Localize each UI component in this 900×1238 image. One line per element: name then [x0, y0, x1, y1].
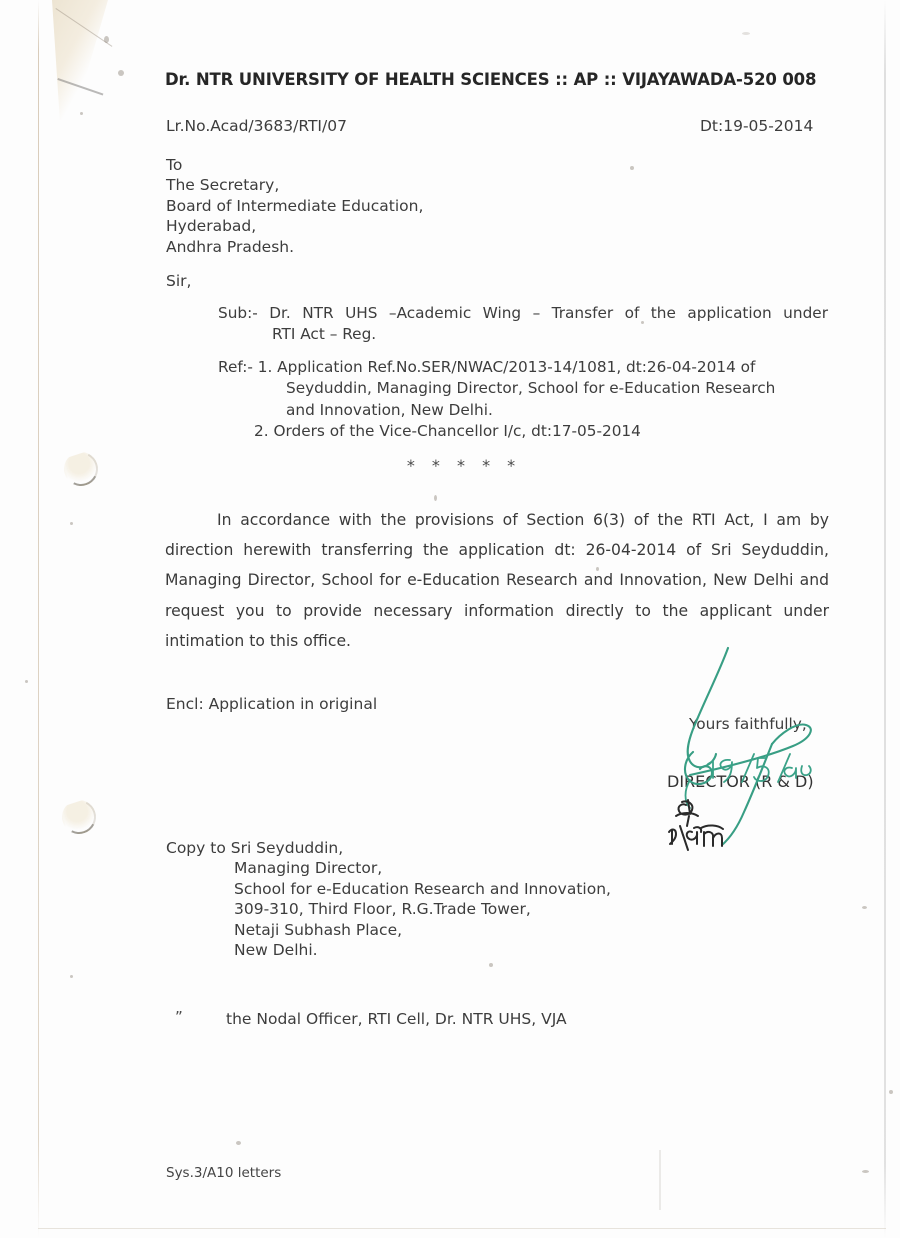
- copy-to-line: School for e-Education Research and Innovation,: [234, 879, 611, 898]
- addressee-block: [166, 155, 423, 257]
- scan-speck: [25, 680, 28, 683]
- page-edge-right: [884, 0, 886, 1238]
- copy-to-line: Netaji Subhash Place,: [234, 920, 403, 939]
- page-edge-bottom: [38, 1228, 886, 1229]
- body-paragraph: In accordance with the provisions of Section 6(3) of the RTI Act, I am by direction herewith transferring the application dt: 26-04-2014 of Sri Seyduddin, Managing Director, School for e-Education Research and Innovation, New Delhi and request you to provide necessary information directly to the applicant under intimation to this office.: [165, 511, 829, 650]
- scan-speck: [489, 963, 493, 967]
- reference-item-1-line-3: and Innovation, New Delhi.: [286, 400, 493, 419]
- subject-line-2: RTI Act – Reg.: [272, 325, 377, 343]
- signatory-designation: DIRECTOR (R & D): [667, 772, 814, 791]
- scan-speck: [104, 36, 109, 43]
- scan-speck: [70, 975, 73, 978]
- salutation: Sir,: [166, 272, 192, 290]
- addressee-line: Andhra Pradesh.: [166, 237, 295, 256]
- addressee-line: Board of Intermediate Education,: [166, 196, 424, 215]
- reference-item-1-line-1: Ref:- 1. Application Ref.No.SER/NWAC/2013-14/1081, dt:26-04-2014 of: [218, 358, 756, 376]
- scan-speck: [742, 32, 750, 35]
- scan-speck: [659, 1150, 661, 1210]
- scan-speck: [118, 70, 124, 76]
- closing-salutation: Yours faithfully,: [689, 715, 807, 733]
- scan-speck: [70, 522, 73, 525]
- scan-speck: [862, 906, 867, 909]
- copy-to-line: New Delhi.: [234, 941, 318, 960]
- reference-number: Lr.No.Acad/3683/RTI/07: [166, 117, 347, 135]
- copy-to-line: Managing Director,: [234, 859, 383, 878]
- scan-speck: [630, 166, 634, 170]
- copy-to-nodal-officer: the Nodal Officer, RTI Cell, Dr. NTR UHS, VJA: [226, 1010, 567, 1028]
- scan-speck: [889, 1090, 893, 1094]
- reference-item-1-line-2: Seyduddin, Managing Director, School for e-Education Research: [286, 379, 776, 398]
- reference-block: [218, 357, 830, 442]
- scan-speck: [80, 112, 83, 115]
- addressee-line: The Secretary,: [166, 176, 280, 195]
- handwritten-initial-and-date: [668, 798, 738, 858]
- punch-hole-artifact: [58, 796, 101, 839]
- enclosure-note: Encl: Application in original: [166, 695, 378, 713]
- scan-speck: [236, 1141, 241, 1145]
- page-edge-left: [38, 0, 39, 1238]
- footer-file-code: Sys.3/A10 letters: [166, 1165, 282, 1181]
- copy-to-block: [166, 838, 611, 960]
- ditto-mark: ”: [175, 1008, 183, 1026]
- copy-to-line: 309-310, Third Floor, R.G.Trade Tower,: [234, 900, 531, 919]
- letter-date: Dt:19-05-2014: [700, 117, 814, 135]
- reference-item-2: 2. Orders of the Vice-Chancellor I/c, dt:17-05-2014: [254, 421, 641, 440]
- subject-line-1: Sub:- Dr. NTR UHS –Academic Wing – Transfer of the application under: [218, 304, 828, 322]
- to-label: To: [166, 156, 183, 174]
- scan-speck: [434, 495, 437, 501]
- addressee-line: Hyderabad,: [166, 217, 257, 236]
- letterhead-title: Dr. NTR UNIVERSITY OF HEALTH SCIENCES :: AP :: VIJAYAWADA-520 008: [165, 70, 817, 89]
- scan-speck: [862, 1170, 869, 1173]
- asterisk-separator: * * * * *: [406, 456, 522, 475]
- copy-to-first-line: Copy to Sri Seyduddin,: [166, 839, 344, 857]
- subject-block: [218, 303, 828, 345]
